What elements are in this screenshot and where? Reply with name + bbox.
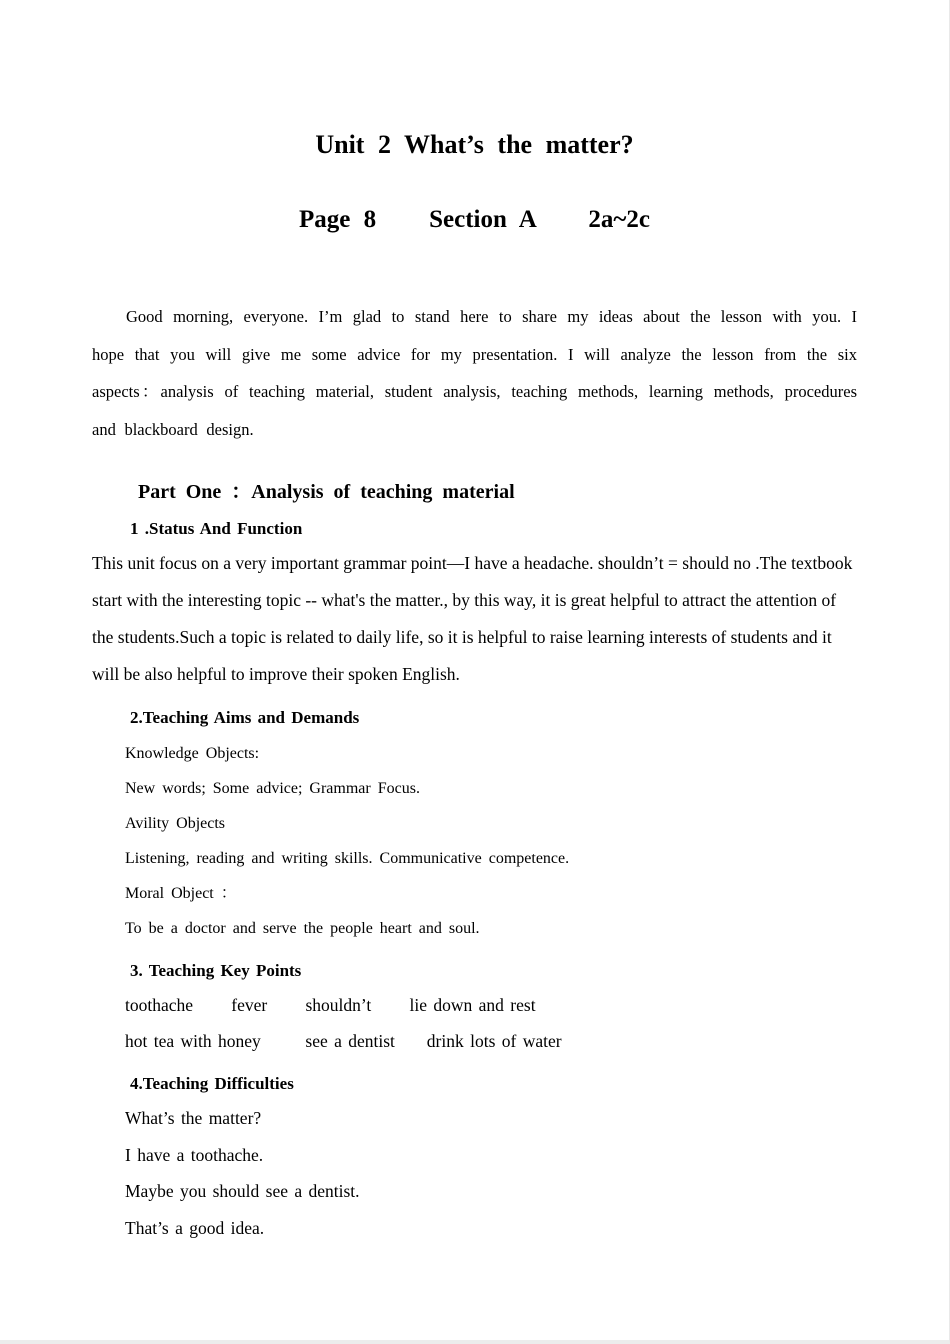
teaching-difficulties-heading: 4.Teaching Difficulties [130, 1074, 294, 1093]
key-points-line-2: hot tea with honey see a dentist drink lots of water [125, 1031, 562, 1051]
teaching-key-points-list [92, 981, 857, 1059]
aims-line-doctor: To be a doctor and serve the people heart and soul. [125, 920, 480, 937]
document-subtitle: Page 8 Section A 2a~2c [298, 206, 651, 233]
part-one-heading: Part One ：Analysis of teaching material [138, 481, 515, 503]
key-points-line-1: toothache fever shouldn’t lie down and rest [125, 995, 536, 1015]
aims-line-knowledge-objects: Knowledge Objects: [125, 745, 260, 762]
difficulty-line-1: What’s the matter? [125, 1108, 262, 1128]
difficulty-line-4: That’s a good idea. [125, 1217, 265, 1238]
aims-line-new-words: New words; Some advice; Grammar Focus. [125, 780, 420, 797]
teaching-difficulties-list [92, 1094, 857, 1246]
teaching-key-points-heading: 3. Teaching Key Points [130, 961, 302, 980]
status-function-heading: 1 .Status And Function [130, 519, 303, 538]
aims-line-ability-objects: Avility Objects [125, 815, 226, 832]
aims-line-moral-object: Moral Object ： [125, 885, 237, 902]
aims-line-skills: Listening, reading and writing skills. Communicative competence. [125, 850, 570, 867]
difficulty-line-3: Maybe you should see a dentist. [125, 1181, 360, 1201]
difficulty-line-2: I have a toothache. [125, 1144, 264, 1165]
teaching-aims-heading: 2.Teaching Aims and Demands [130, 708, 360, 727]
intro-paragraph: Good morning, everyone. I’m glad to stand here to share my ideas about the lesson with you. I hope that you will give me some advice for my presentation. I will analyze the lesson from the six aspects：analysis of teaching material, student analysis, teaching methods, learning methods, procedures and blackboard design. [92, 307, 857, 439]
status-function-paragraph: This unit focus on a very important grammar point—I have a headache. shouldn’t = should no .The textbook start with the interesting topic -- what's the matter., by this way, it is great helpful to attract the attention of the students.Such a topic is related to daily life, so it is helpful to raise learning interests of students and it will be also helpful to improve their spoken English. [92, 553, 853, 684]
teaching-aims-list [92, 728, 857, 946]
document-title: Unit 2 What’s the matter? [315, 130, 634, 159]
